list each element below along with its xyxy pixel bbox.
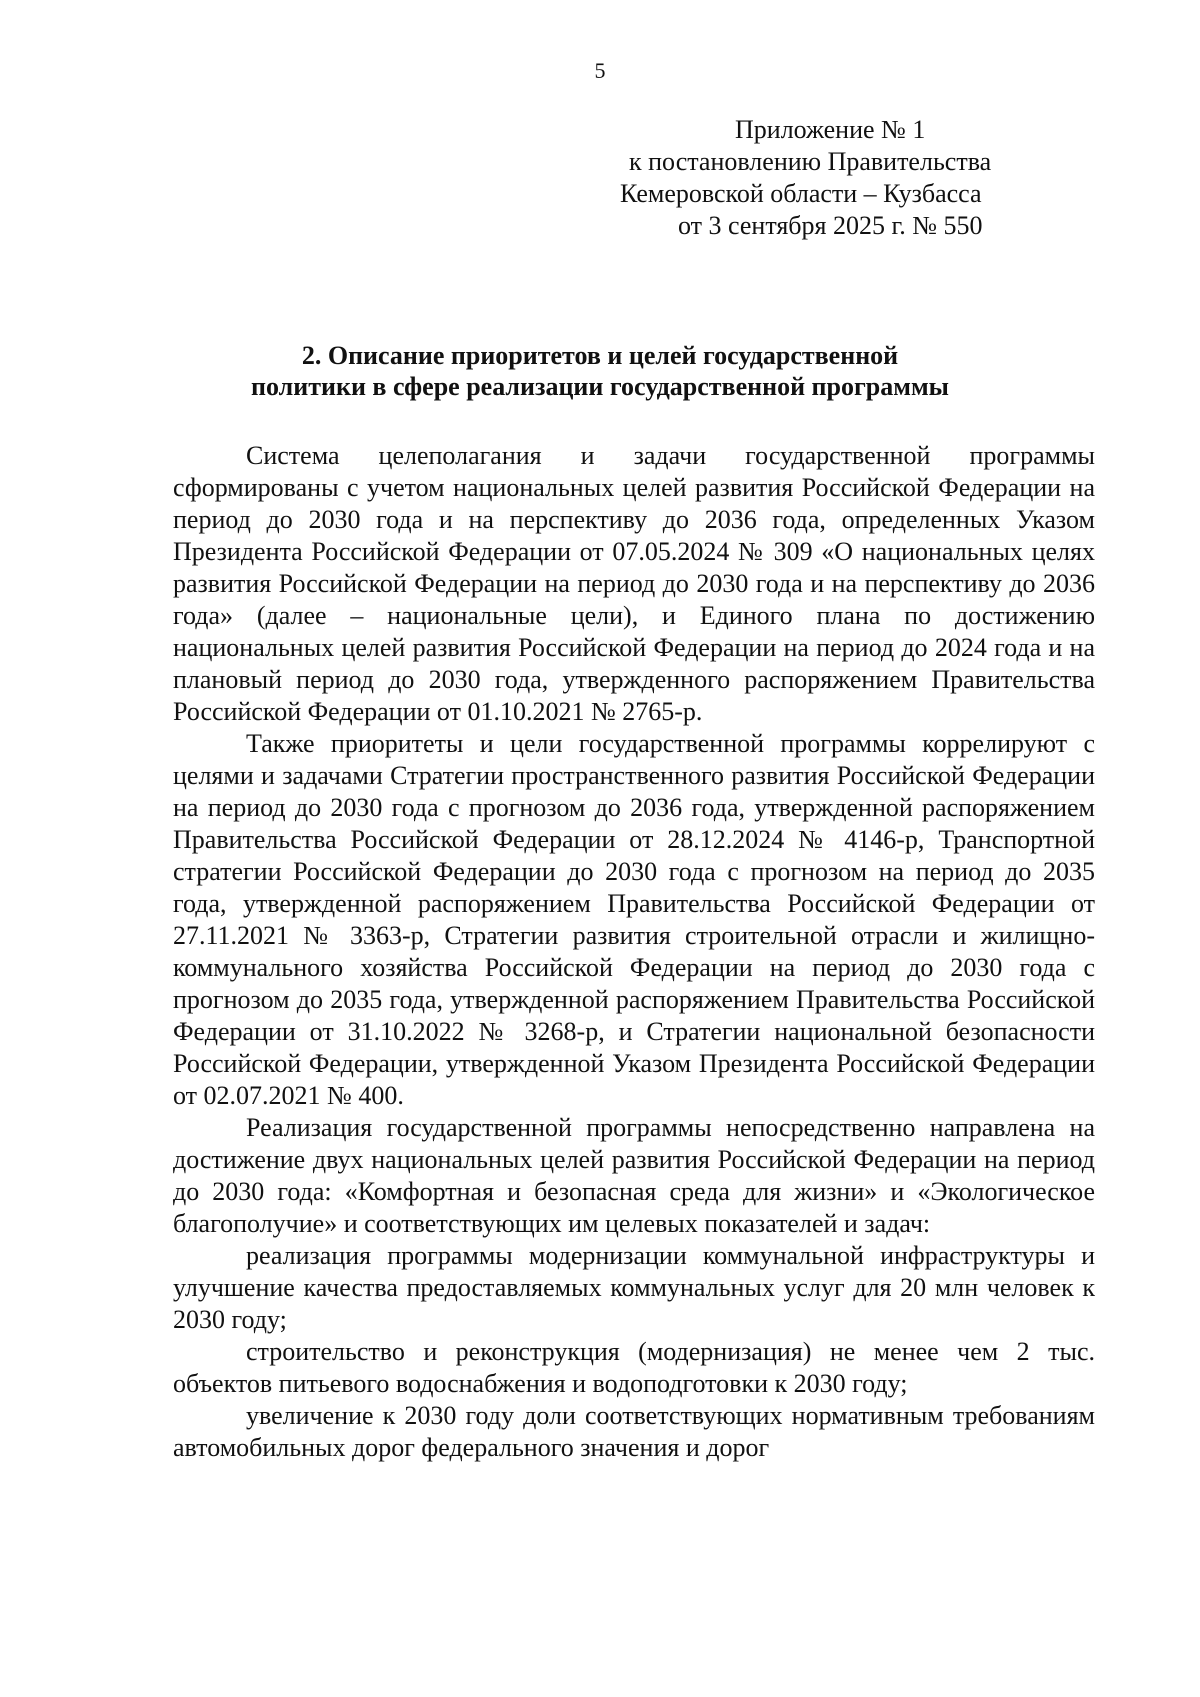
appendix-header	[620, 114, 1070, 242]
paragraph: Система целеполагания и задачи государственной программы сформированы с учетом национальных целей развития Российской Федерации на период до 2030 года и на перспективу до 2036 года, определенных Указом Президента Российской Федерации от 07.05.2024 № 309 «О национальных целях развития Российской Федерации на период до 2030 года и на перспективу до 2036 года» (далее – национальные цели), и Единого плана по достижению национальных целей развития Российской Федерации на период до 2024 года и на плановый период до 2030 года, утвержденного распоряжением Правительства Российской Федерации от 01.10.2021 № 2765-р.	[173, 441, 1095, 726]
paragraph: Также приоритеты и цели государственной программы коррелируют с целями и задачами Стратегии пространственного развития Российской Федерации на период до 2030 года с прогнозом до 2036 года, утвержденной распоряжением Правительства Российской Федерации от 28.12.2024 № 4146-р, Транспортной стратегии Российской Федерации до 2030 года с прогнозом на период до 2035 года, утвержденной распоряжением Правительства Российской Федерации от 27.11.2021 № 3363-р, Стратегии развития строительной отрасли и жилищно-коммунального хозяйства Российской Федерации на период до 2030 года с прогнозом до 2035 года, утвержденной распоряжением Правительства Российской Федерации от 31.10.2022 № 3268-р, и Стратегии национальной безопасности Российской Федерации, утвержденной Указом Президента Российской Федерации от 02.07.2021 № 400.	[173, 729, 1095, 1110]
body-text	[173, 440, 1095, 1464]
appendix-line-4: от 3 сентября 2025 г. № 550	[678, 211, 983, 240]
section-title-line-1: 2. Описание приоритетов и целей государственной	[301, 341, 899, 370]
appendix-line-1: Приложение № 1	[735, 115, 926, 144]
paragraph: Реализация государственной программы непосредственно направлена на достижение двух национальных целей развития Российской Федерации на период до 2030 года: «Комфортная и безопасная среда для жизни» и «Экологическое благополучие» и соответствующих им целевых показателей и задач:	[173, 1113, 1095, 1238]
appendix-line-2: к постановлению Правительства	[629, 147, 992, 176]
section-title	[0, 340, 1200, 402]
list-item: реализация программы модернизации коммунальной инфраструктуры и улучшение качества предоставляемых коммунальных услуг для 20 млн человек к 2030 году;	[173, 1241, 1095, 1334]
list-item: увеличение к 2030 году доли соответствующих нормативным требованиям автомобильных дорог федерального значения и дорог	[173, 1401, 1095, 1462]
appendix-line-3: Кемеровской области – Кузбасса	[620, 179, 982, 208]
page-number: 5	[594, 58, 606, 83]
section-title-line-2: политики в сфере реализации государственной программы	[251, 372, 949, 401]
list-item: строительство и реконструкция (модернизация) не менее чем 2 тыс. объектов питьевого водоснабжения и водоподготовки к 2030 году;	[173, 1337, 1095, 1398]
